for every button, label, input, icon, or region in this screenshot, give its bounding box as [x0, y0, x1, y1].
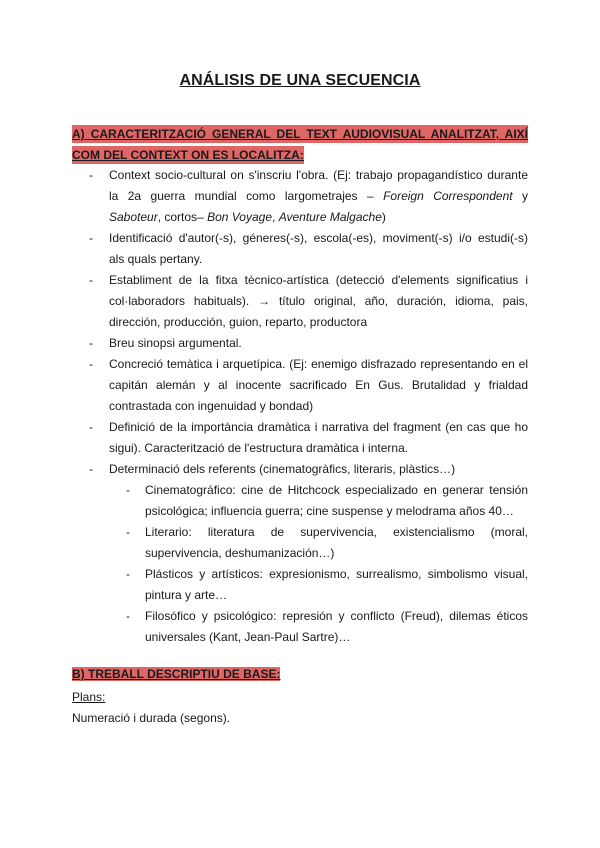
film-title: Bon Voyage: [207, 210, 273, 224]
list-dash: -: [89, 168, 93, 182]
item-text: Definició de la importància dramàtica i narrativa del fragment (en cas que ho sigui). Caracterització de l'estructura dramàtica i interna.: [109, 420, 528, 455]
sublist-item: [109, 606, 528, 648]
list-item: [72, 165, 528, 228]
section-a-heading: [72, 124, 528, 166]
list-dash: -: [89, 231, 93, 245]
item-text: Breu sinopsi argumental.: [109, 336, 242, 350]
subitem-text: Filosófico y psicológico: represión y conflicto (Freud), dilemas éticos universales (Kant, Jean-Paul Sartre)…: [145, 609, 528, 644]
film-title: Foreign Correspondent: [383, 189, 513, 203]
subitem-text: Literario: literatura de supervivencia, existencialismo (moral, supervivencia, deshumanización…): [145, 525, 528, 560]
section-b-heading: [72, 667, 280, 681]
page-title: ANÁLISIS DE UNA SECUENCIA: [179, 72, 421, 89]
numeracio-text: Numeració i durada (segons).: [72, 711, 231, 725]
section-a-list: [72, 165, 528, 648]
referents-sublist: [109, 480, 528, 648]
list-dash: -: [89, 420, 93, 434]
list-dash: -: [126, 525, 130, 539]
list-dash: -: [126, 483, 130, 497]
item-text: y: [512, 189, 529, 203]
sublist-item: [109, 522, 528, 564]
item-text: ): [381, 210, 386, 224]
list-dash: -: [126, 567, 130, 581]
subitem-text: Plásticos y artísticos: expresionismo, surrealismo, simbolismo visual, pintura y arte…: [145, 567, 528, 602]
list-item: [72, 333, 528, 354]
section-b-heading-text: B) TREBALL DESCRIPTIU DE BASE:: [72, 667, 281, 681]
list-item: [72, 270, 528, 333]
subitem-text: Cinematográfico: cine de Hitchcock especializado en generar tensión psicológica; influencia guerra; cine suspense y melodrama años 40…: [145, 483, 528, 518]
list-dash: -: [89, 273, 93, 287]
sublist-item: [109, 564, 528, 606]
item-text: Identificació d'autor(-s), géneres(-s), escola(-es), moviment(-s) i/o estudi(-s) als quals pertany.: [109, 231, 528, 266]
list-item: [72, 417, 528, 459]
item-text: Concreció temàtica i arquetípica. (Ej: enemigo disfrazado representando en el capitán alemán y al inocente sacrificado En Gus. Brutalidad y frialdad contrastada con ingenuidad y bondad): [109, 357, 528, 413]
list-dash: -: [89, 357, 93, 371]
sublist-item: [109, 480, 528, 522]
film-title: Aventure Malgache: [278, 210, 382, 224]
list-item: [72, 354, 528, 417]
film-title: Saboteur: [109, 210, 158, 224]
list-dash: -: [89, 336, 93, 350]
item-text: Establiment de la fitxa tècnico-artística (detecció d'elements significatius i col·laboradors habituals). → título original, año, duración, idioma, pais, dirección, producción, guion, reparto, productora: [109, 273, 528, 329]
item-text: Determinació dels referents (cinematogràfics, literaris, plàstics…): [109, 462, 456, 476]
item-text: , cortos–: [157, 210, 208, 224]
list-item: [72, 459, 528, 648]
plans-label: Plans:: [72, 690, 106, 704]
item-text: Context socio-cultural on s'inscriu l'obra. (Ej: trabajo propagandístico durante la 2a guerra mundial como largometrajes –: [109, 168, 528, 203]
section-a-heading-text: A) CARACTERITZACIÓ GENERAL DEL TEXT AUDIOVISUAL ANALITZAT, AIXÍ COM DEL CONTEXT ON ES LOCALITZA:: [72, 127, 528, 162]
item-text: ,: [272, 210, 279, 224]
list-dash: -: [89, 462, 93, 476]
list-dash: -: [126, 609, 130, 623]
list-item: [72, 228, 528, 270]
